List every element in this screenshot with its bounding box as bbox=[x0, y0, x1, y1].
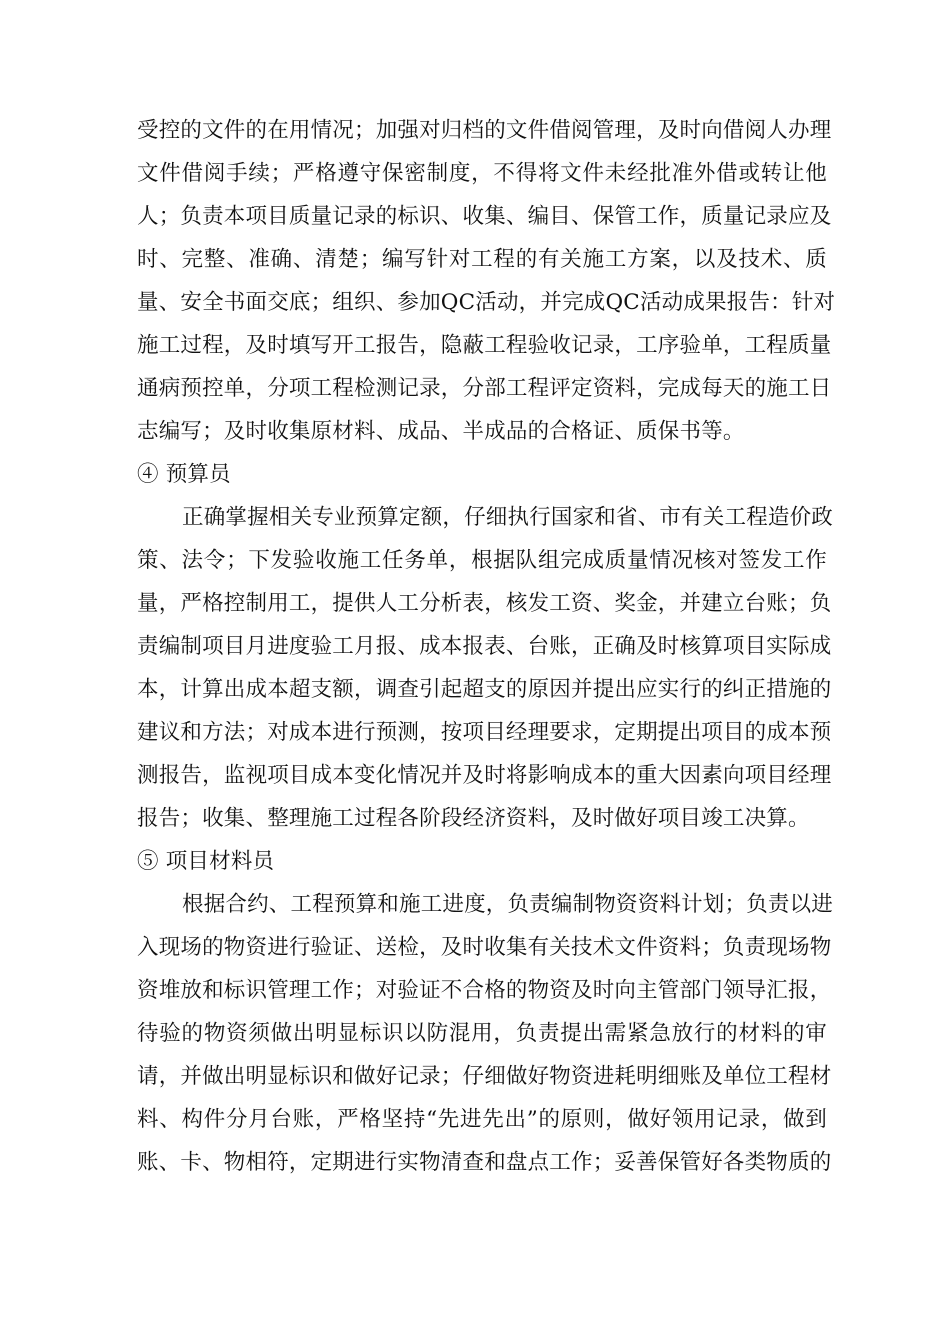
text-line: 账、卡、物相符，定期进行实物清查和盘点工作；妥善保管好各类物质的 bbox=[137, 1150, 832, 1175]
text-line: 量、安全书面交底；组织、参加QC活动，并完成QC活动成果报告：针对 bbox=[137, 290, 836, 315]
text-line: 人；负责本项目质量记录的标识、收集、编目、保管工作，质量记录应及 bbox=[137, 204, 832, 229]
text-line: 时、完整、准确、清楚；编写针对工程的有关施工方案，以及技术、质 bbox=[137, 247, 827, 272]
text-line: 策、法令；下发验收施工任务单，根据队组完成质量情况核对签发工作 bbox=[137, 548, 827, 573]
text-line: 受控的文件的在用情况；加强对归档的文件借阅管理，及时向借阅人办理 bbox=[137, 118, 832, 143]
text-line: 施工过程，及时填写开工报告，隐蔽工程验收记录，工序验单，工程质量 bbox=[137, 333, 832, 358]
text-line: 资堆放和标识管理工作；对验证不合格的物资及时向主管部门领导汇报， bbox=[137, 978, 832, 1003]
text-line: 请，并做出明显标识和做好记录；仔细做好物资进耗明细账及单位工程材 bbox=[137, 1064, 832, 1089]
text-line: 报告；收集、整理施工过程各阶段经济资料，及时做好项目竣工决算。 bbox=[137, 806, 810, 831]
section-heading-budget-officer: ④ 预算员 bbox=[137, 462, 231, 487]
text-line: 待验的物资须做出明显标识以防混用，负责提出需紧急放行的材料的审 bbox=[137, 1021, 827, 1046]
text-line: 文件借阅手续；严格遵守保密制度，不得将文件未经批准外借或转让他 bbox=[137, 161, 827, 186]
text-line: 通病预控单，分项工程检测记录，分部工程评定资料，完成每天的施工日 bbox=[137, 376, 832, 401]
text-line: 入现场的物资进行验证、送检，及时收集有关技术文件资料；负责现场物 bbox=[137, 935, 832, 960]
text-line: 志编写；及时收集原材料、成品、半成品的合格证、质保书等。 bbox=[137, 419, 745, 444]
text-line: 正确掌握相关专业预算定额，仔细执行国家和省、市有关工程造价政 bbox=[182, 505, 834, 530]
text-line: 责编制项目月进度验工月报、成本报表、台账，正确及时核算项目实际成 bbox=[137, 634, 832, 659]
text-line: 测报告，监视项目成本变化情况并及时将影响成本的重大因素向项目经理 bbox=[137, 763, 832, 788]
text-line: 根据合约、工程预算和施工进度，负责编制物资资料计划；负责以进 bbox=[182, 892, 834, 917]
text-line: 料、构件分月台账，严格坚持“先进先出”的原则，做好领用记录，做到 bbox=[137, 1107, 827, 1132]
text-line: 量，严格控制用工，提供人工分析表，核发工资、奖金，并建立台账；负 bbox=[137, 591, 832, 616]
text-line: 建议和方法；对成本进行预测，按项目经理要求，定期提出项目的成本预 bbox=[137, 720, 832, 745]
text-line: 本，计算出成本超支额，调查引起超支的原因并提出应实行的纠正措施的 bbox=[137, 677, 832, 702]
section-heading-materials-officer: ⑤ 项目材料员 bbox=[137, 849, 275, 874]
